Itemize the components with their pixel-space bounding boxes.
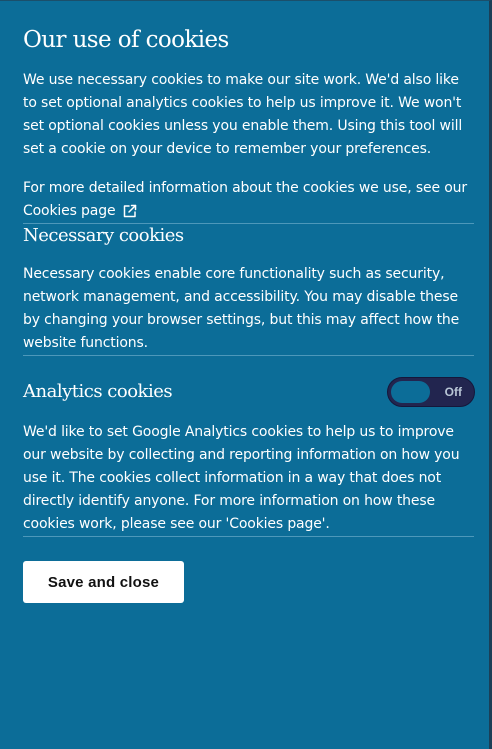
cookies-page-link[interactable]: [23, 200, 138, 223]
analytics-cookies-header: [23, 377, 475, 407]
necessary-cookies-title: Necessary cookies: [23, 225, 184, 246]
external-link-icon: [122, 203, 138, 219]
analytics-cookies-toggle[interactable]: [387, 377, 475, 407]
intro-paragraph: We use necessary cookies to make our site work. We'd also like to set optional analytics cookies to help us improve it. We won't set optional cookies unless you enable them. Using this tool will set a cookie on your device to remember your preferences.: [23, 72, 463, 157]
dialog-title: Our use of cookies: [23, 27, 229, 53]
toggle-state-label: Off: [444, 385, 462, 399]
analytics-cookies-title: Analytics cookies: [23, 381, 173, 402]
more-info-text: For more detailed information about the cookies we use, see our: [23, 180, 467, 196]
section-divider: [23, 355, 474, 356]
necessary-cookies-description: Necessary cookies enable core functionality such as security, network management, and accessibility. You may disable these by changing your browser settings, but this may affect how the website functions.: [23, 266, 460, 351]
section-divider: [23, 536, 474, 537]
analytics-cookies-description: We'd like to set Google Analytics cookies to help us to improve our website by collecting and reporting information on how you use it. The cookies collect information in a way that does not directly identify anyone. For more information on how these cookies work, please see our 'Cookies page'.: [23, 424, 460, 532]
save-and-close-button[interactable]: Save and close: [23, 561, 184, 603]
cookies-page-link-label: Cookies page: [23, 203, 116, 219]
more-info-paragraph: [23, 177, 471, 223]
toggle-knob: [391, 381, 430, 403]
